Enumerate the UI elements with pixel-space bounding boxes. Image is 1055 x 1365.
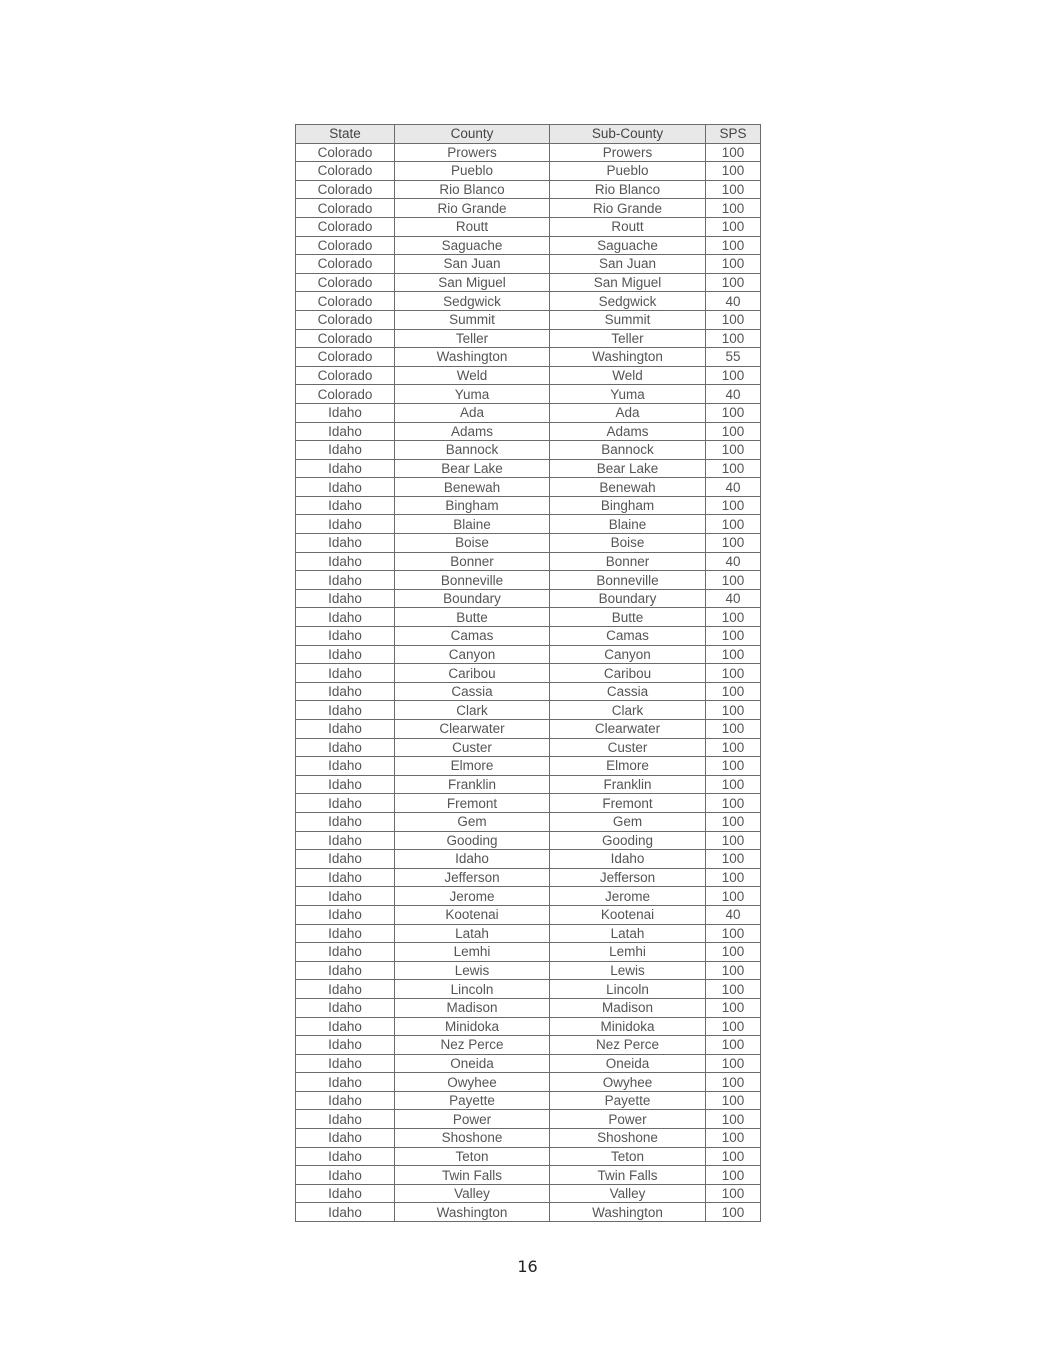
cell-sub-county: Twin Falls [550,1166,706,1185]
cell-county: Oneida [395,1054,550,1073]
cell-sub-county: Bonneville [550,571,706,590]
cell-state: Idaho [296,608,395,627]
cell-county: Rio Blanco [395,180,550,199]
table-row [296,924,761,943]
cell-sub-county: San Juan [550,255,706,274]
cell-sps: 100 [706,255,761,274]
table-row [296,850,761,869]
cell-county: Blaine [395,515,550,534]
cell-state: Idaho [296,422,395,441]
cell-state: Idaho [296,534,395,553]
cell-sps: 100 [706,775,761,794]
cell-sps: 100 [706,998,761,1017]
cell-sub-county: Latah [550,924,706,943]
table-row [296,255,761,274]
cell-sub-county: Idaho [550,850,706,869]
cell-county: Owyhee [395,1073,550,1092]
table-row [296,701,761,720]
cell-county: Summit [395,310,550,329]
cell-sps: 100 [706,1129,761,1148]
cell-state: Idaho [296,794,395,813]
cell-sps: 100 [706,943,761,962]
table-row [296,552,761,571]
cell-sps: 40 [706,385,761,404]
table-row [296,217,761,236]
cell-sps: 100 [706,236,761,255]
cell-sps: 100 [706,664,761,683]
table-row [296,738,761,757]
cell-sub-county: Canyon [550,645,706,664]
cell-state: Idaho [296,645,395,664]
table-row [296,571,761,590]
cell-state: Colorado [296,199,395,218]
cell-sps: 100 [706,1091,761,1110]
cell-county: Gem [395,812,550,831]
cell-county: Camas [395,627,550,646]
table-row [296,589,761,608]
cell-county: Cassia [395,682,550,701]
cell-sub-county: Rio Blanco [550,180,706,199]
table-row [296,162,761,181]
table-row [296,775,761,794]
cell-sps: 100 [706,1110,761,1129]
table-row [296,664,761,683]
cell-county: Prowers [395,143,550,162]
cell-sps: 100 [706,924,761,943]
cell-county: Bear Lake [395,459,550,478]
cell-sub-county: Gooding [550,831,706,850]
table-row [296,441,761,460]
cell-sps: 100 [706,738,761,757]
cell-sps: 100 [706,459,761,478]
cell-state: Colorado [296,255,395,274]
cell-state: Idaho [296,850,395,869]
cell-state: Colorado [296,310,395,329]
cell-state: Idaho [296,980,395,999]
cell-county: Latah [395,924,550,943]
cell-sub-county: Saguache [550,236,706,255]
cell-state: Idaho [296,571,395,590]
cell-sps: 100 [706,757,761,776]
table-row [296,348,761,367]
cell-sps: 100 [706,441,761,460]
cell-county: Routt [395,217,550,236]
cell-sub-county: Washington [550,348,706,367]
table-row [296,310,761,329]
cell-county: Benewah [395,478,550,497]
table-row [296,1017,761,1036]
cell-sps: 100 [706,1184,761,1203]
cell-sps: 100 [706,162,761,181]
cell-sub-county: Lewis [550,961,706,980]
cell-county: Lewis [395,961,550,980]
cell-state: Idaho [296,868,395,887]
cell-sps: 100 [706,515,761,534]
table-row [296,757,761,776]
cell-state: Idaho [296,812,395,831]
cell-sps: 100 [706,850,761,869]
cell-state: Colorado [296,180,395,199]
cell-sps: 100 [706,1054,761,1073]
cell-state: Idaho [296,1110,395,1129]
cell-state: Colorado [296,217,395,236]
cell-state: Idaho [296,1091,395,1110]
table-row [296,273,761,292]
cell-state: Idaho [296,1054,395,1073]
cell-sub-county: Prowers [550,143,706,162]
county-sps-table [295,124,761,1222]
cell-county: Yuma [395,385,550,404]
cell-sub-county: Sedgwick [550,292,706,311]
table-row [296,1166,761,1185]
cell-county: Minidoka [395,1017,550,1036]
cell-state: Idaho [296,1036,395,1055]
cell-county: Bonner [395,552,550,571]
cell-state: Idaho [296,701,395,720]
cell-sub-county: Yuma [550,385,706,404]
cell-sps: 40 [706,589,761,608]
cell-state: Idaho [296,1203,395,1222]
table-row [296,1184,761,1203]
cell-sub-county: Shoshone [550,1129,706,1148]
cell-sps: 100 [706,812,761,831]
table-row [296,403,761,422]
cell-state: Idaho [296,905,395,924]
table-row [296,645,761,664]
cell-state: Idaho [296,496,395,515]
cell-county: Bonneville [395,571,550,590]
cell-state: Idaho [296,682,395,701]
cell-sub-county: Valley [550,1184,706,1203]
header-sub-county: Sub-County [550,125,706,144]
cell-sps: 100 [706,887,761,906]
table-row [296,515,761,534]
cell-sub-county: Payette [550,1091,706,1110]
table-row [296,1091,761,1110]
cell-state: Idaho [296,1166,395,1185]
table-row [296,1036,761,1055]
cell-sps: 100 [706,1017,761,1036]
cell-sub-county: Jerome [550,887,706,906]
cell-county: Clearwater [395,720,550,739]
cell-sps: 100 [706,571,761,590]
cell-sub-county: Summit [550,310,706,329]
table-row [296,980,761,999]
cell-sub-county: Jefferson [550,868,706,887]
cell-sub-county: Washington [550,1203,706,1222]
table-row [296,1073,761,1092]
cell-state: Idaho [296,831,395,850]
page-number: 16 [517,1257,538,1276]
cell-county: Washington [395,1203,550,1222]
table-row [296,459,761,478]
cell-county: Bingham [395,496,550,515]
cell-sub-county: Clark [550,701,706,720]
table-row [296,422,761,441]
cell-sub-county: Lemhi [550,943,706,962]
table-row [296,143,761,162]
cell-sub-county: Pueblo [550,162,706,181]
cell-county: Bannock [395,441,550,460]
table-row [296,720,761,739]
cell-sub-county: Nez Perce [550,1036,706,1055]
table-row [296,682,761,701]
cell-county: San Miguel [395,273,550,292]
cell-county: Payette [395,1091,550,1110]
table-row [296,385,761,404]
cell-sub-county: Elmore [550,757,706,776]
cell-county: Twin Falls [395,1166,550,1185]
cell-state: Idaho [296,1129,395,1148]
cell-sub-county: Clearwater [550,720,706,739]
cell-county: Custer [395,738,550,757]
header-row [296,125,761,144]
cell-sub-county: Weld [550,366,706,385]
cell-sub-county: San Miguel [550,273,706,292]
cell-sps: 100 [706,329,761,348]
table-row [296,1054,761,1073]
cell-county: Nez Perce [395,1036,550,1055]
cell-state: Idaho [296,738,395,757]
cell-sps: 100 [706,310,761,329]
cell-sps: 100 [706,701,761,720]
cell-sps: 100 [706,366,761,385]
cell-county: Franklin [395,775,550,794]
table-row [296,534,761,553]
cell-county: Kootenai [395,905,550,924]
cell-sub-county: Gem [550,812,706,831]
cell-state: Colorado [296,143,395,162]
cell-county: Madison [395,998,550,1017]
cell-sps: 100 [706,608,761,627]
cell-county: Teton [395,1147,550,1166]
cell-sps: 100 [706,496,761,515]
cell-sub-county: Franklin [550,775,706,794]
cell-county: Caribou [395,664,550,683]
cell-sps: 40 [706,905,761,924]
cell-sps: 100 [706,1147,761,1166]
cell-sps: 100 [706,1166,761,1185]
table-row [296,998,761,1017]
cell-state: Idaho [296,943,395,962]
cell-sps: 100 [706,645,761,664]
table-row [296,366,761,385]
cell-state: Idaho [296,998,395,1017]
cell-state: Idaho [296,1147,395,1166]
cell-county: Clark [395,701,550,720]
cell-sub-county: Boundary [550,589,706,608]
cell-county: Saguache [395,236,550,255]
header-county: County [395,125,550,144]
table-row [296,180,761,199]
cell-sps: 100 [706,217,761,236]
cell-sub-county: Teller [550,329,706,348]
cell-county: Pueblo [395,162,550,181]
cell-sps: 100 [706,534,761,553]
cell-county: San Juan [395,255,550,274]
cell-county: Canyon [395,645,550,664]
table-row [296,199,761,218]
cell-sps: 100 [706,794,761,813]
cell-state: Idaho [296,1073,395,1092]
cell-state: Colorado [296,348,395,367]
cell-sps: 55 [706,348,761,367]
cell-sub-county: Benewah [550,478,706,497]
table-row [296,329,761,348]
cell-county: Ada [395,403,550,422]
cell-county: Valley [395,1184,550,1203]
cell-sub-county: Minidoka [550,1017,706,1036]
table-row [296,961,761,980]
table-row [296,1110,761,1129]
cell-sub-county: Butte [550,608,706,627]
cell-sps: 40 [706,478,761,497]
cell-state: Idaho [296,441,395,460]
cell-state: Colorado [296,329,395,348]
cell-state: Idaho [296,775,395,794]
table-row [296,887,761,906]
cell-sps: 100 [706,403,761,422]
cell-sps: 100 [706,682,761,701]
cell-sub-county: Bannock [550,441,706,460]
table-row [296,831,761,850]
cell-county: Adams [395,422,550,441]
cell-county: Weld [395,366,550,385]
cell-sps: 100 [706,868,761,887]
cell-state: Colorado [296,366,395,385]
cell-state: Idaho [296,1184,395,1203]
cell-sub-county: Blaine [550,515,706,534]
cell-state: Idaho [296,1017,395,1036]
cell-sub-county: Camas [550,627,706,646]
cell-county: Lincoln [395,980,550,999]
cell-sub-county: Ada [550,403,706,422]
table-row [296,794,761,813]
cell-state: Idaho [296,961,395,980]
cell-county: Shoshone [395,1129,550,1148]
table-row [296,627,761,646]
cell-sps: 100 [706,422,761,441]
cell-sub-county: Routt [550,217,706,236]
cell-state: Idaho [296,924,395,943]
cell-state: Colorado [296,273,395,292]
cell-state: Colorado [296,162,395,181]
cell-state: Idaho [296,664,395,683]
cell-county: Gooding [395,831,550,850]
cell-sub-county: Bonner [550,552,706,571]
cell-sub-county: Lincoln [550,980,706,999]
cell-sps: 100 [706,180,761,199]
table-row [296,608,761,627]
cell-sub-county: Owyhee [550,1073,706,1092]
cell-state: Idaho [296,589,395,608]
table-header [296,125,761,144]
cell-sps: 100 [706,1203,761,1222]
cell-sub-county: Adams [550,422,706,441]
cell-state: Idaho [296,515,395,534]
cell-sub-county: Rio Grande [550,199,706,218]
table-row [296,1129,761,1148]
cell-sps: 100 [706,961,761,980]
table-row [296,1147,761,1166]
cell-sub-county: Boise [550,534,706,553]
table-row [296,292,761,311]
cell-sps: 100 [706,980,761,999]
cell-state: Colorado [296,385,395,404]
table-row [296,1203,761,1222]
table-row [296,905,761,924]
cell-county: Elmore [395,757,550,776]
table-row [296,236,761,255]
table-row [296,943,761,962]
cell-county: Washington [395,348,550,367]
cell-county: Fremont [395,794,550,813]
cell-sub-county: Kootenai [550,905,706,924]
table-row [296,812,761,831]
cell-sub-county: Bear Lake [550,459,706,478]
cell-county: Idaho [395,850,550,869]
cell-sps: 100 [706,199,761,218]
header-state: State [296,125,395,144]
cell-county: Rio Grande [395,199,550,218]
cell-county: Sedgwick [395,292,550,311]
cell-county: Boise [395,534,550,553]
cell-state: Idaho [296,757,395,776]
cell-county: Jerome [395,887,550,906]
cell-state: Idaho [296,720,395,739]
cell-sps: 100 [706,273,761,292]
cell-county: Lemhi [395,943,550,962]
cell-state: Idaho [296,552,395,571]
cell-county: Jefferson [395,868,550,887]
cell-sps: 100 [706,831,761,850]
table-body [296,143,761,1221]
table-row [296,868,761,887]
table-row [296,496,761,515]
cell-sub-county: Cassia [550,682,706,701]
cell-sub-county: Caribou [550,664,706,683]
cell-state: Colorado [296,292,395,311]
cell-state: Idaho [296,459,395,478]
table-row [296,478,761,497]
cell-state: Idaho [296,403,395,422]
cell-sps: 100 [706,720,761,739]
cell-sub-county: Custer [550,738,706,757]
cell-state: Idaho [296,627,395,646]
cell-sub-county: Oneida [550,1054,706,1073]
cell-county: Power [395,1110,550,1129]
cell-sps: 40 [706,292,761,311]
cell-sub-county: Teton [550,1147,706,1166]
cell-county: Butte [395,608,550,627]
cell-state: Idaho [296,887,395,906]
cell-sub-county: Power [550,1110,706,1129]
cell-sub-county: Bingham [550,496,706,515]
cell-sps: 100 [706,627,761,646]
header-sps: SPS [706,125,761,144]
cell-sps: 100 [706,1036,761,1055]
cell-county: Boundary [395,589,550,608]
cell-sps: 100 [706,1073,761,1092]
cell-sub-county: Madison [550,998,706,1017]
cell-sub-county: Fremont [550,794,706,813]
cell-sps: 40 [706,552,761,571]
cell-state: Idaho [296,478,395,497]
cell-state: Colorado [296,236,395,255]
cell-county: Teller [395,329,550,348]
cell-sps: 100 [706,143,761,162]
